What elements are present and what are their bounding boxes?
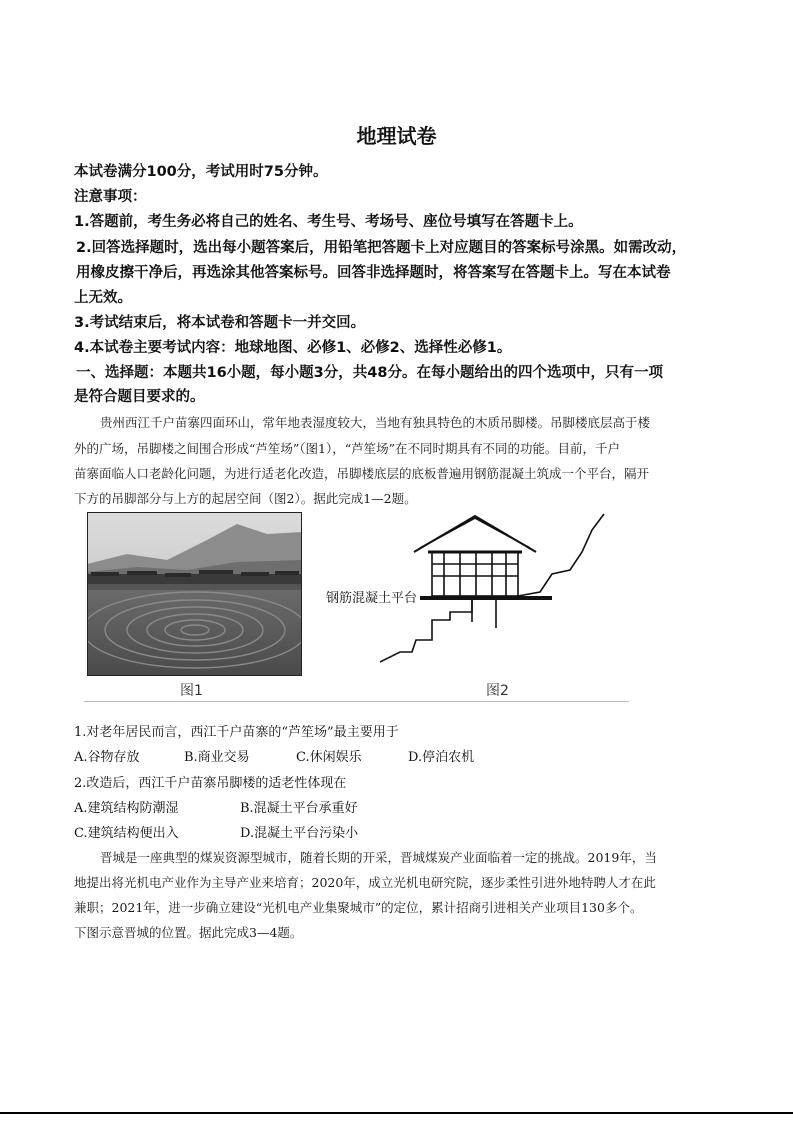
- page-bottom-border: [0, 1112, 793, 1114]
- passage1-line1: 贵州西江千户苗寨四面环山，常年地表湿度较大，当地有独具特色的木质吊脚楼。吊脚楼底层高于楼: [100, 415, 651, 430]
- q2-option-b: B.混凝土平台承重好: [240, 801, 358, 816]
- passage1-line3: 苗寨面临人口老龄化问题，为进行适老化改造，吊脚楼底层的底板普遍用钢筋混凝土筑成一个平台，隔开: [74, 466, 650, 481]
- passage2-line1: 晋城是一座典型的煤炭资源型城市，随着长期的开采，晋城煤炭产业面临着一定的挑战。2019年，当: [100, 850, 657, 865]
- page-title: 地理试卷: [356, 124, 437, 148]
- q1-option-c: C.休闲娱乐: [296, 750, 362, 765]
- q2-option-c: C.建筑结构便出入: [74, 826, 179, 841]
- passage1-line2: 外的广场，吊脚楼之间围合形成“芦笙场”（图1），“芦笙场”在不同时期具有不同的功能。目前，千户: [74, 441, 621, 456]
- passage2-line3: 兼职；2021年，进一步确立建设“光机电产业集聚城市”的定位，累计招商引进相关产业项目130多个。: [74, 900, 643, 915]
- section-heading: 一、选择题：本题共16小题，每小题3分，共48分。在每小题给出的四个选项中，只有一项: [76, 365, 663, 381]
- figure1-caption: 图1: [180, 683, 203, 699]
- q1-option-b: B.商业交易: [184, 750, 250, 765]
- passage1-line4: 下方的吊脚部分与上方的起居空间（图2）。据此完成1—2题。: [74, 491, 417, 506]
- figure-block: [84, 510, 629, 702]
- notice-item-3: 3.考试结束后，将本试卷和答题卡一并交回。: [74, 315, 366, 331]
- notice-label: 注意事项：: [74, 189, 147, 205]
- figure2-caption: 图2: [486, 683, 509, 699]
- platform-label: 钢筋混凝土平台: [326, 591, 418, 606]
- notice-item-2-cont: 用橡皮擦干净后，再选涂其他答案标号。回答非选择题时，将答案写在答题卡上。写在本试卷: [76, 265, 671, 281]
- passage2-line2: 地提出将光机电产业作为主导产业来培育；2020年，成立光机电研究院，逐步柔性引进外地特聘人才在此: [74, 875, 656, 890]
- figure-divider: [84, 701, 629, 702]
- q2-option-a: A.建筑结构防潮湿: [74, 801, 179, 816]
- q2-option-d: D.混凝土平台污染小: [240, 826, 359, 841]
- notice-item-1: 1.答题前，考生务必将自己的姓名、考生号、考场号、座位号填写在答题卡上。: [74, 214, 583, 230]
- q1-option-d: D.停泊农机: [408, 750, 475, 765]
- question-1-stem: 1.对老年居民而言，西江千户苗寨的“芦笙场”最主要用于: [74, 725, 399, 740]
- q1-option-a: A.谷物存放: [74, 750, 140, 765]
- village-photo: [87, 512, 302, 676]
- exam-info-line: 本试卷满分100分，考试用时75分钟。: [74, 164, 328, 180]
- stilt-house-diagram: [320, 512, 620, 672]
- notice-item-4: 4.本试卷主要考试内容：地球地图、必修1、必修2、选择性必修1。: [74, 340, 512, 356]
- question-2-stem: 2.改造后，西江千户苗寨吊脚楼的适老性体现在: [74, 776, 347, 791]
- section-heading-cont: 是符合题目要求的。: [74, 389, 205, 405]
- notice-item-2-end: 上无效。: [74, 290, 132, 306]
- notice-item-2: 2.回答选择题时，选出每小题答案后，用铅笔把答题卡上对应题目的答案标号涂黑。如需改动，: [76, 240, 687, 256]
- passage2-line4: 下图示意晋城的位置。据此完成3—4题。: [74, 925, 303, 940]
